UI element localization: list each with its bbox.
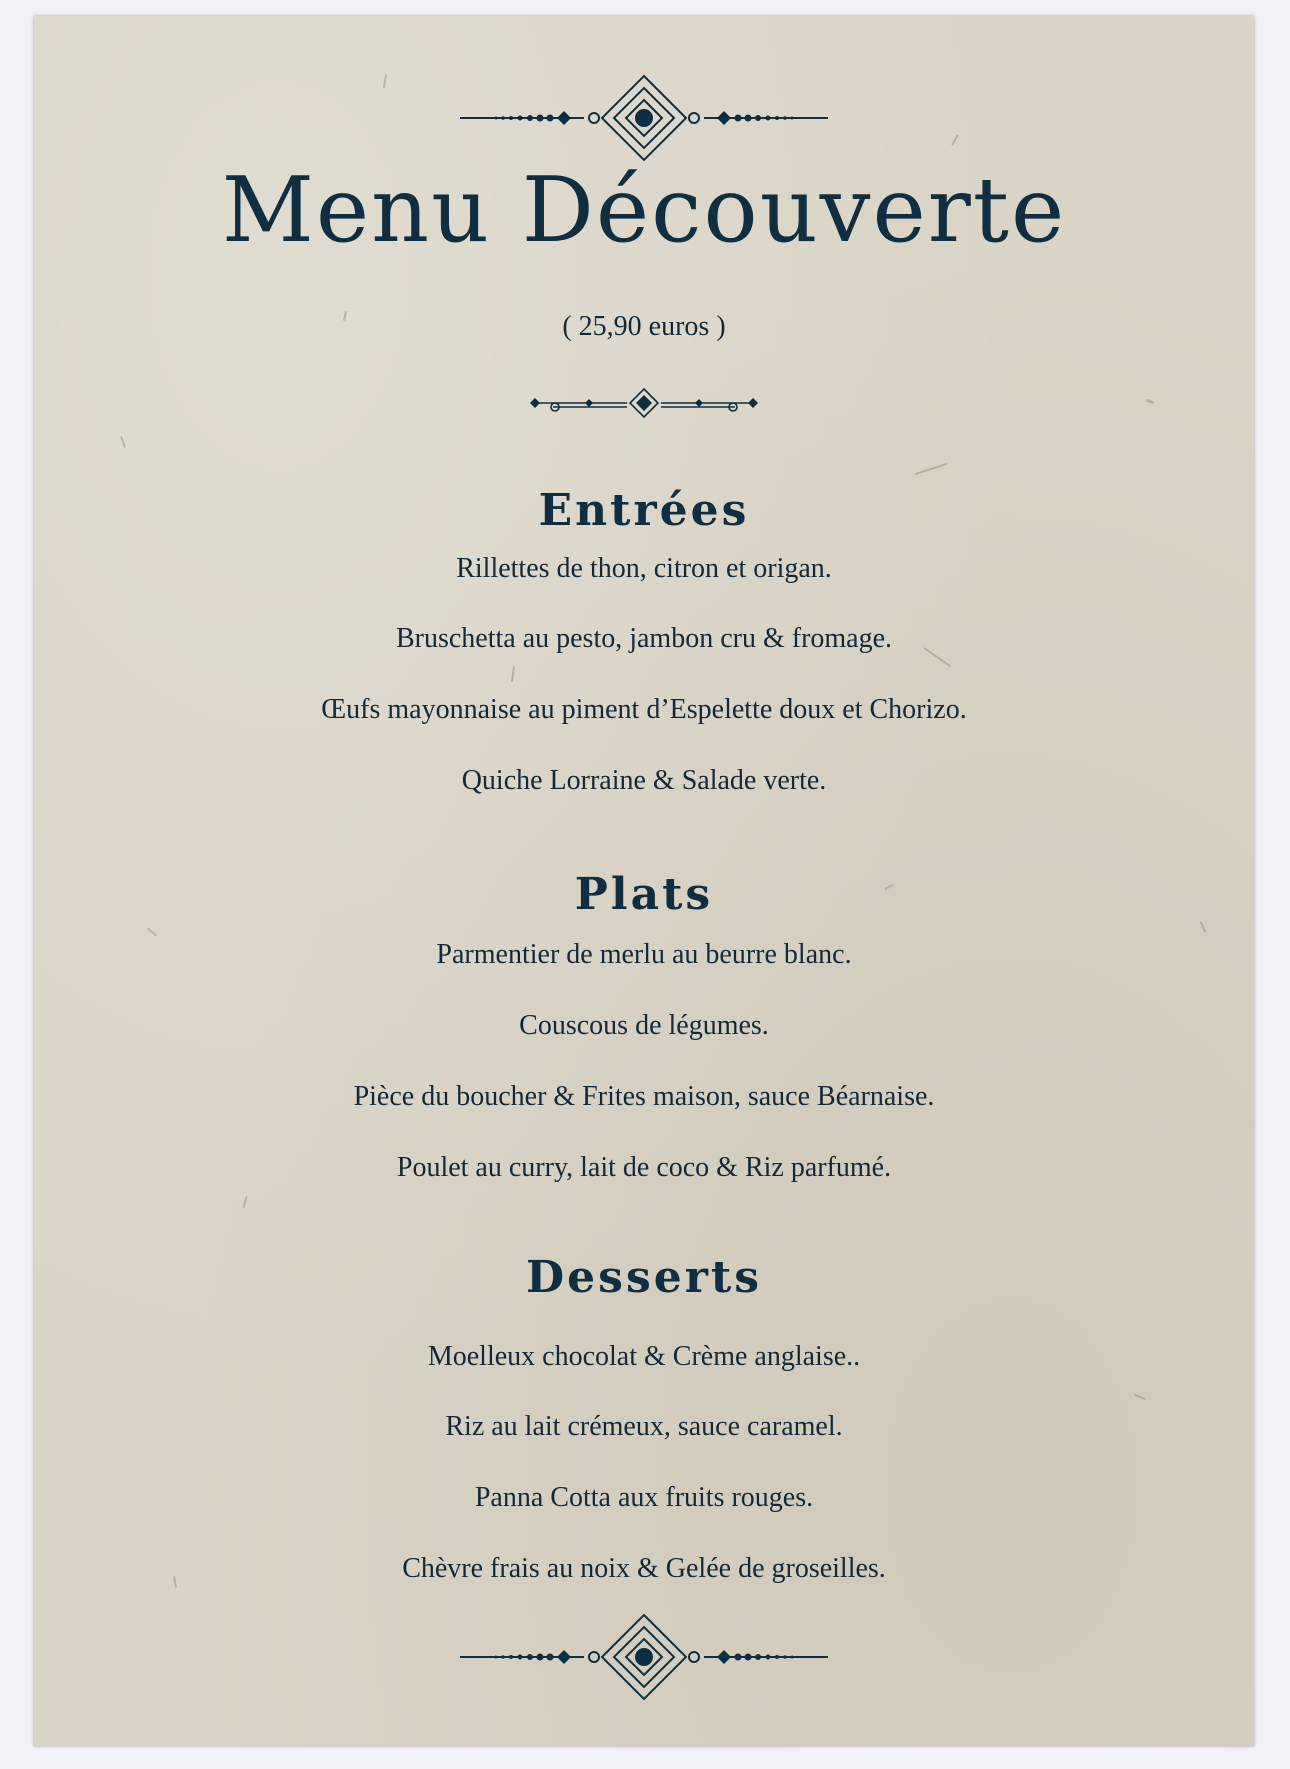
art-deco-diamond-ornament-icon [454, 1607, 834, 1707]
section-heading-plats: Plats [574, 869, 714, 920]
section-desserts [34, 1252, 1254, 1584]
menu-item: Quiche Lorraine & Salade verte. [461, 765, 827, 796]
small-diamond-divider-icon [529, 388, 759, 418]
menu-title: Menu Découverte [221, 158, 1067, 263]
menu-item: Parmentier de merlu au beurre blanc. [436, 939, 852, 970]
paper-fleck [383, 74, 387, 88]
paper-fleck [147, 927, 157, 936]
section-entrees [34, 485, 1254, 796]
section-plats [34, 869, 1254, 1183]
menu-item: Couscous de légumes. [519, 1010, 769, 1041]
paper-fleck [1146, 399, 1155, 405]
menu-item: Bruschetta au pesto, jambon cru & fromage. [395, 623, 893, 654]
paper-fleck [511, 666, 515, 682]
paper-fleck [1200, 921, 1207, 933]
section-heading-entrees: Entrées [538, 485, 750, 536]
paper-fleck [951, 134, 959, 145]
paper-fleck [915, 463, 948, 475]
menu-price: ( 25,90 euros ) [562, 311, 726, 342]
paper-fleck [242, 1196, 247, 1208]
menu-page [34, 16, 1254, 1746]
menu-item: Panna Cotta aux fruits rouges. [474, 1482, 814, 1513]
menu-item: Œufs mayonnaise au piment d’Espelette doux et Chorizo. [321, 694, 967, 725]
section-heading-desserts: Desserts [526, 1252, 762, 1303]
menu-item: Pièce du boucher & Frites maison, sauce Béarnaise. [353, 1081, 935, 1112]
menu-item: Poulet au curry, lait de coco & Riz parfumé. [396, 1152, 892, 1183]
menu-item: Chèvre frais au noix & Gelée de groseilles. [402, 1553, 886, 1584]
menu-item: Rillettes de thon, citron et origan. [456, 553, 832, 584]
paper-fleck [120, 436, 126, 448]
menu-item: Riz au lait crémeux, sauce caramel. [445, 1411, 843, 1442]
paper-fleck [1134, 1394, 1146, 1400]
menu-item: Moelleux chocolat & Crème anglaise.. [427, 1341, 861, 1372]
art-deco-diamond-ornament-icon [454, 68, 834, 168]
